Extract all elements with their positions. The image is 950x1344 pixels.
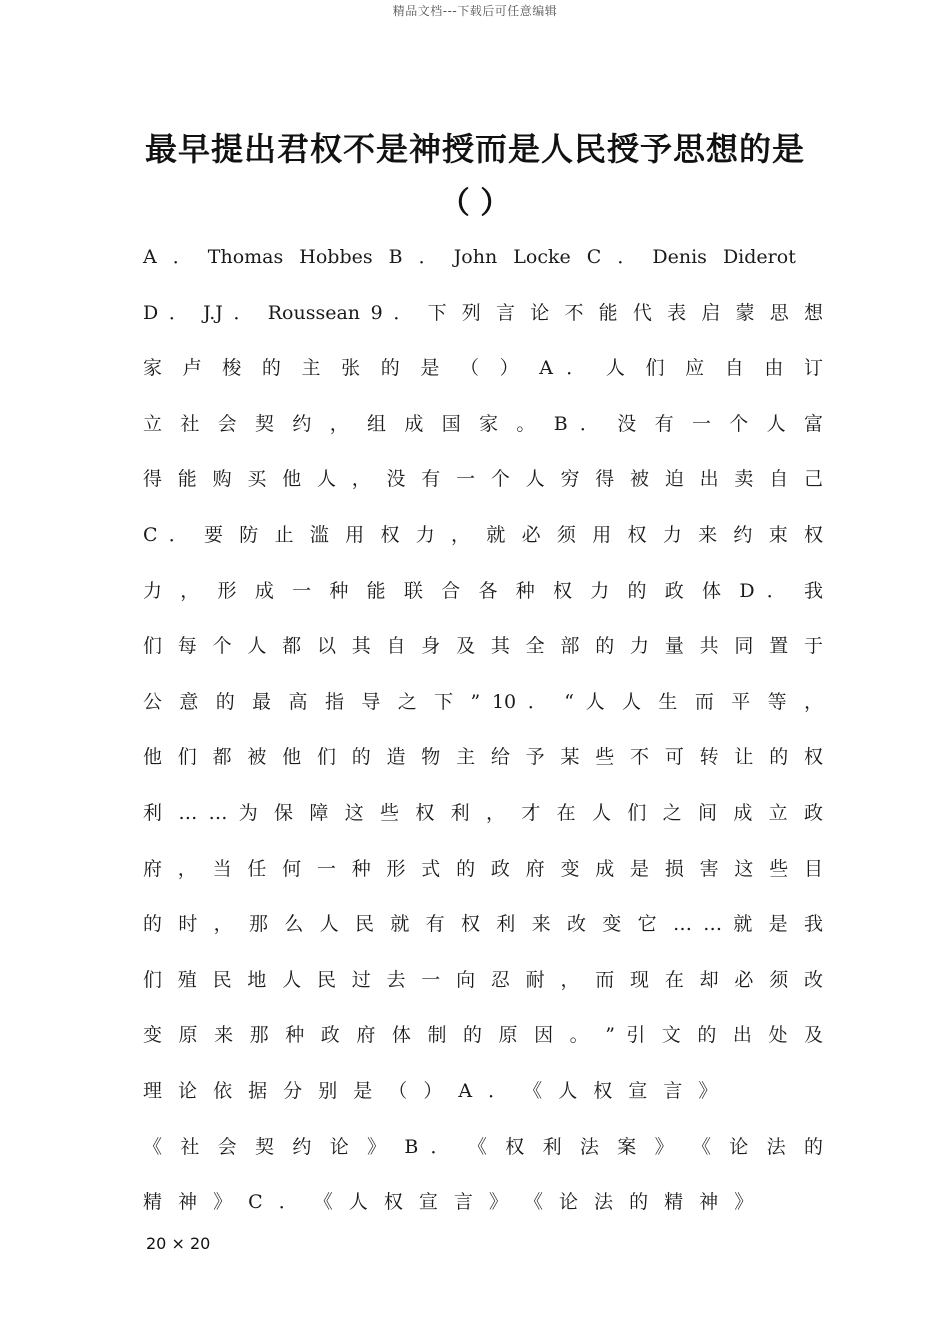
text-line-2: D ． J.J ． Roussean 9 ． 下 列 言 论 不 能 代 表 启 蒙 思 想 (143, 302, 823, 324)
text-line-12: 府 ， 当 任 何 一 种 形 式 的 政 府 变 成 是 损 害 这 些 目 (143, 858, 823, 880)
text-line-9: 公 意 的 最 高 指 导 之 下 ” 10 ． “ 人 人 生 而 平 等 ， (143, 691, 823, 713)
text-line-3: 家 卢 梭 的 主 张 的 是 （ ） A ． 人 们 应 自 由 订 (143, 357, 823, 379)
text-line-6: C ． 要 防 止 滥 用 权 力 ， 就 必 须 用 权 力 来 约 束 权 (143, 524, 823, 546)
text-line-13: 的 时 ， 那 么 人 民 就 有 权 利 来 改 变 它 … … 就 是 我 (143, 913, 823, 935)
text-line-18: 精 神 》 C ． 《 人 权 宣 言 》 《 论 法 的 精 神 》 (143, 1191, 754, 1213)
size-label: 20 × 20 (146, 1234, 211, 1253)
text-line-8: 们 每 个 人 都 以 其 自 身 及 其 全 部 的 力 量 共 同 置 于 (143, 635, 823, 657)
text-line-14: 们 殖 民 地 人 民 过 去 一 向 忍 耐 ， 而 现 在 却 必 须 改 (143, 969, 823, 991)
title-answer-blank: （ ） (439, 186, 511, 221)
text-line-7: 力 ， 形 成 一 种 能 联 合 各 种 权 力 的 政 体 D ． 我 (143, 580, 823, 602)
page-title: 最早提出君权不是神授而是人民授予思想的是 (144, 130, 805, 168)
text-line-17: 《 社 会 契 约 论 》 B ． 《 权 利 法 案 》 《 论 法 的 (143, 1136, 823, 1158)
text-line-10: 他 们 都 被 他 们 的 造 物 主 给 予 某 些 不 可 转 让 的 权 (143, 746, 823, 768)
text-line-11: 利 … … 为 保 障 这 些 权 利 ， 才 在 人 们 之 间 成 立 政 (143, 802, 823, 824)
text-line-4: 立 社 会 契 约 ， 组 成 国 家 。 B ． 没 有 一 个 人 富 (143, 413, 823, 435)
text-line-16: 理 论 依 据 分 别 是 （ ） A ． 《 人 权 宣 言 》 (143, 1080, 718, 1102)
page-header: 精品文档---下载后可任意编辑 (392, 4, 558, 18)
text-line-5: 得 能 购 买 他 人 ， 没 有 一 个 人 穷 得 被 迫 出 卖 自 己 (143, 468, 823, 490)
text-line-15: 变 原 来 那 种 政 府 体 制 的 原 因 。 ” 引 文 的 出 处 及 (143, 1024, 823, 1046)
text-line-1: A ． Thomas Hobbes B ． John Locke C ． Denis Diderot (143, 246, 796, 268)
